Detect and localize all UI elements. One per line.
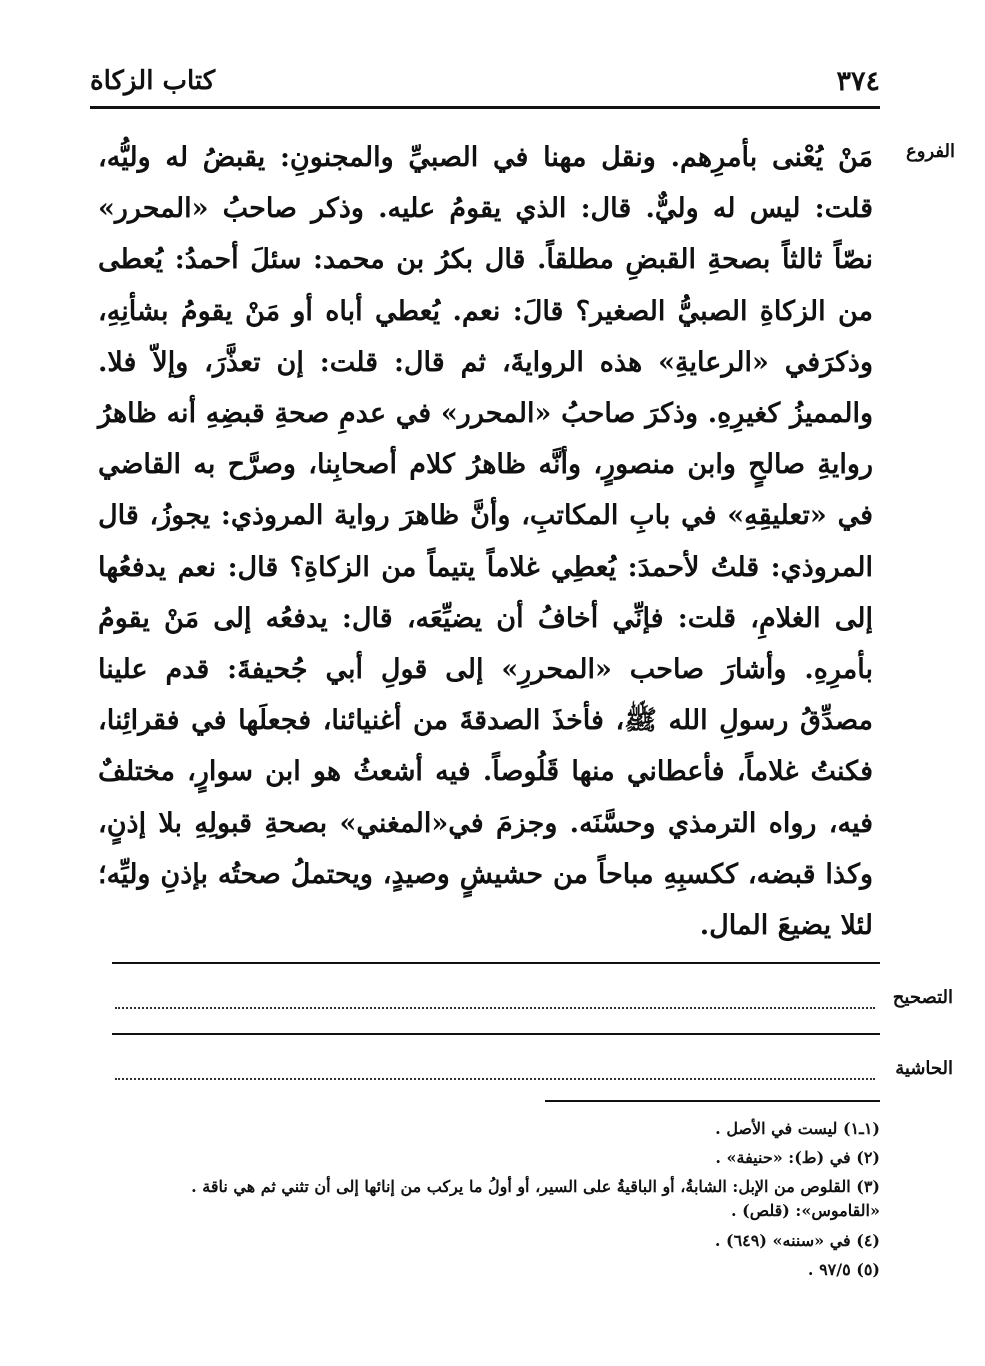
divider-top bbox=[112, 962, 880, 964]
footnote-item: (١ـ١) ليست في الأصل . bbox=[715, 1119, 880, 1138]
tashih-label: التصحيح bbox=[892, 987, 953, 1008]
footnote-separator bbox=[545, 1100, 880, 1102]
tashih-dotted-line bbox=[115, 1007, 875, 1009]
running-title: كتاب الزكاة bbox=[90, 66, 216, 96]
footnote-item: (٤) في «سننه» (٦٤٩) . bbox=[714, 1231, 880, 1250]
footnote-item: (٥) ٩٧/٥ . bbox=[807, 1260, 880, 1279]
margin-label-furu: الفروع bbox=[906, 141, 955, 162]
page-header bbox=[90, 62, 880, 109]
hashiya-label: الحاشية bbox=[895, 1058, 953, 1079]
hashiya-dotted-line bbox=[115, 1078, 875, 1080]
main-text-block bbox=[98, 132, 873, 951]
divider-middle bbox=[112, 1033, 880, 1035]
footnote-item: (٢) في (ط): «حنيفة» . bbox=[715, 1148, 880, 1167]
footnotes-block bbox=[110, 1114, 880, 1284]
footnote-item: (٣) القلوص من الإبل: الشابةُ، أو الباقيةُ على السير، أو أولُ ما يركب من إنائها إلى أن تثني ثم هي ناقة . «القاموس»: (قلص) . bbox=[191, 1177, 880, 1220]
page-number: ٣٧٤ bbox=[836, 66, 880, 97]
main-paragraph: مَنْ يُعْنى بأمرِهم. ونقل مهنا في الصبيِّ والمجنونِ: يقبضُ له وليُّه، قلت: ليس له وليٌّ. قال: الذي يقومُ عليه. وذكر صاحبُ «المحرر» نصّاً ثالثاً بصحةِ القبضِ مطلقاً. قال بكرُ بن محمد: سئلَ أحمدُ: يُعطى من الزكاةِ الصبيُّ الصغير؟ قالَ: نعم. يُعطي أباه أو مَنْ يقومُ بشأنِهِ، وذكرَفي «الرعايةِ» هذه الروايةَ، ثم قال: قلت: إن تعذَّرَ، وإلاّ فلا. والمميزُ كغيرِهِ. وذكرَ صاحبُ «المحرر» في عدمِ صحةِ قبضِهِ أنه ظاهرُ روايةِ صالحٍ وابن منصورٍ، وأنَّه ظاهرُ كلام أصحابِنا، وصرَّح به القاضي في «تعليقِهِ» في بابِ المكاتبِ، وأنَّ ظاهرَ رواية المروذي: يجوزُ، قال المروذي: قلتُ لأحمدَ: يُعطِي غلاماً يتيماً من الزكاةِ؟ قال: نعم يدفعُها إلى الغلامِ، قلت: فإنِّي أخافُ أن يضيِّعَه، قال: يدفعُه إلى مَنْ يقومُ بأمرِهِ. وأشارَ صاحب «المحررِ» إلى قولِ أبي جُحيفةَ: قدم علينا مصدِّقُ رسولِ الله ﷺ، فأخذَ الصدقةَ من أغنيائنا، فجعلَها في فقرائِنا، فكنتُ غلاماً، فأعطاني منها قَلُوصاً. فيه أشعثُ هو ابن سوارٍ، مختلفٌ فيه، رواه الترمذي وحسَّنَه. وجزمَ في«المغني» بصحةِ قبولِهِ بلا إذنٍ، وكذا قبضه، ككسبِهِ مباحاً من حشيشٍ وصيدٍ، ويحتملُ صحتُه بإذنِ وليِّه؛ لئلا يضيعَ المال. bbox=[98, 142, 873, 942]
